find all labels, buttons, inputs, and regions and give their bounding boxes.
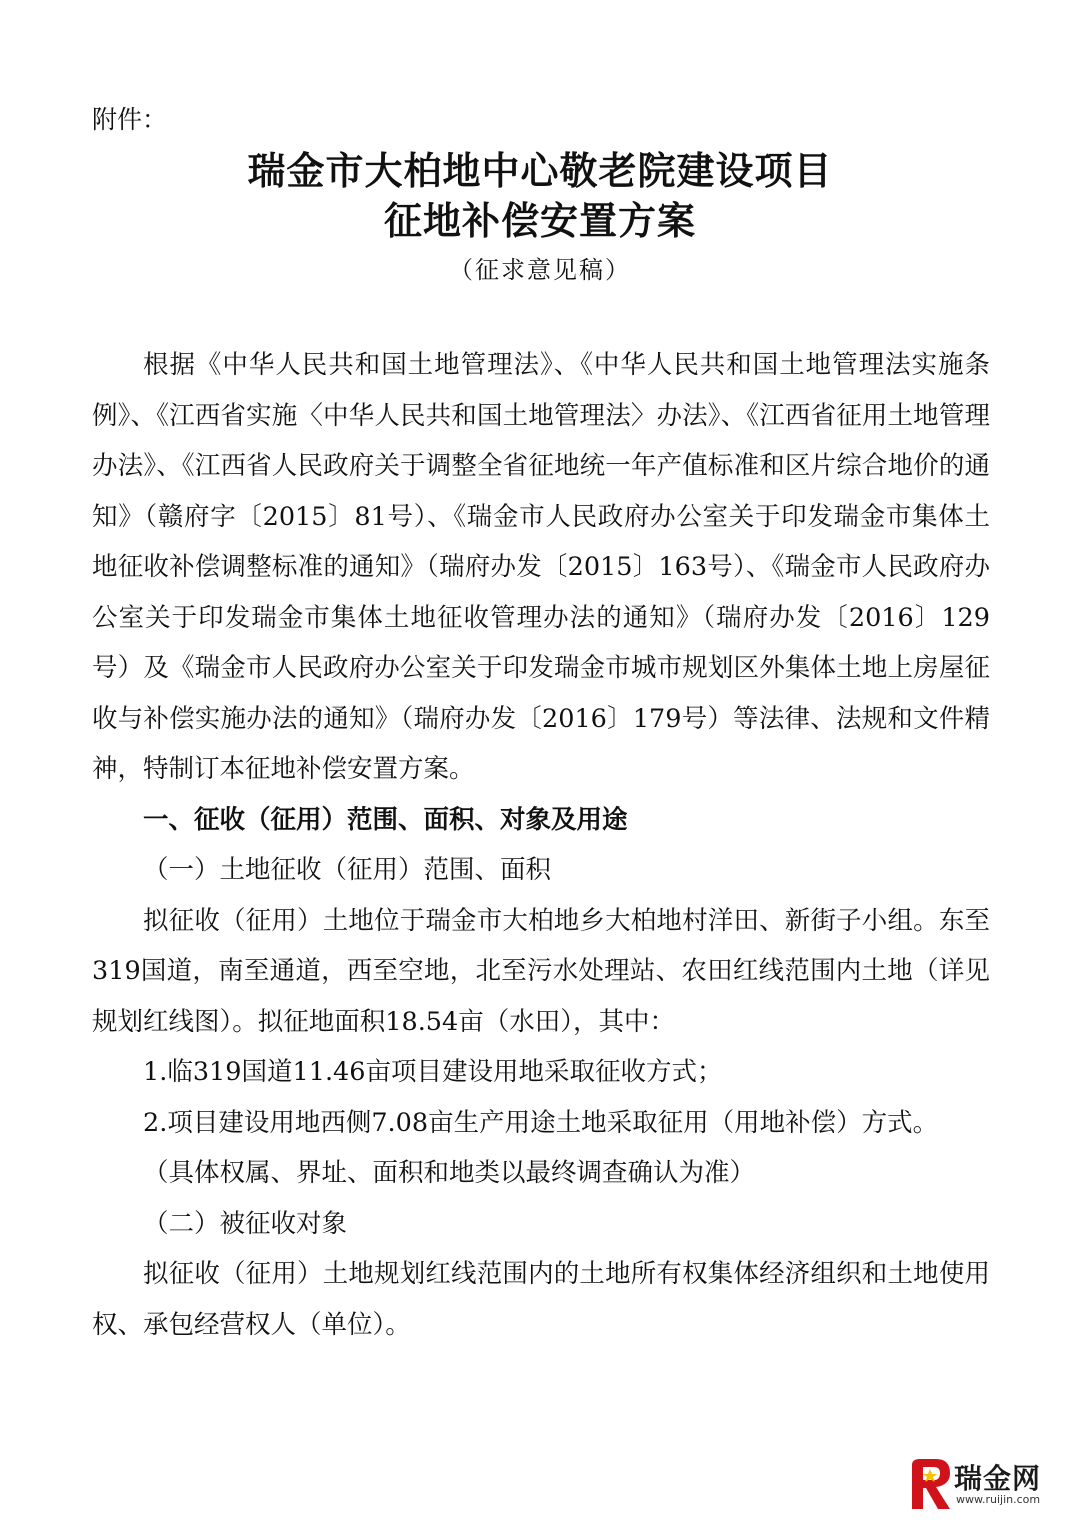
- note-paragraph: （具体权属、界址、面积和地类以最终调查确认为准）: [143, 1158, 756, 1188]
- subsection-heading-1: （一）土地征收（征用）范围、面积: [143, 855, 552, 885]
- ruijin-logo-icon: [904, 1455, 956, 1513]
- document-title-line2: 征地补偿安置方案: [383, 199, 696, 243]
- legal-basis-paragraph: 根据《中华人民共和国土地管理法》、《中华人民共和国土地管理法实施条例》、《江西省实施〈中华人民共和国土地管理法〉办法》、《江西省征用土地管理办法》、《江西省人民政府关于调整全省征地统一年产值标准和区片综合地价的通知》（赣府字〔2015〕81号）、《瑞金市人民政府办公室关于印发瑞金市集体土地征收补偿调整标准的通知》（瑞府办发〔2015〕163号）、《瑞金市人民政府办公室关于印发瑞金市集体土地征收管理办法的通知》（瑞府办发〔2016〕129号）及《瑞金市人民政府办公室关于印发瑞金市城市规划区外集体土地上房屋征收与补偿实施办法的通知》（瑞府办发〔2016〕179号）等法律、法规和文件精神，特制订本征地补偿安置方案。: [92, 350, 990, 784]
- target-paragraph: 拟征收（征用）土地规划红线范围内的土地所有权集体经济组织和土地使用权、承包经营权人（单位）。: [92, 1259, 990, 1340]
- site-watermark-logo: [904, 1455, 1064, 1513]
- list-item-2: 2.项目建设用地西侧7.08亩生产用途土地采取征用（用地补偿）方式。: [143, 1107, 939, 1138]
- attachment-label: 附件：: [92, 105, 168, 134]
- document-body: [92, 340, 990, 1350]
- list-item-1: 1.临319国道11.46亩项目建设用地采取征收方式；: [143, 1057, 723, 1087]
- document-title-line1: 瑞金市大柏地中心敬老院建设项目: [247, 149, 833, 193]
- watermark-name: 瑞金网: [954, 1462, 1042, 1495]
- subsection-heading-2: （二）被征收对象: [143, 1208, 348, 1239]
- draft-subtitle: （征求意见稿）: [449, 256, 631, 284]
- watermark-url: www.ruijin.com: [956, 1493, 1041, 1506]
- land-scope-paragraph: 拟征收（征用）土地位于瑞金市大柏地乡大柏地村洋田、新街子小组。东至319国道，南至通道，西至空地，北至污水处理站、农田红线范围内土地（详见规划红线图）。拟征地面积18.54亩（水田），其中：: [92, 905, 990, 1037]
- section-heading-1: 一、征收（征用）范围、面积、对象及用途: [143, 804, 628, 835]
